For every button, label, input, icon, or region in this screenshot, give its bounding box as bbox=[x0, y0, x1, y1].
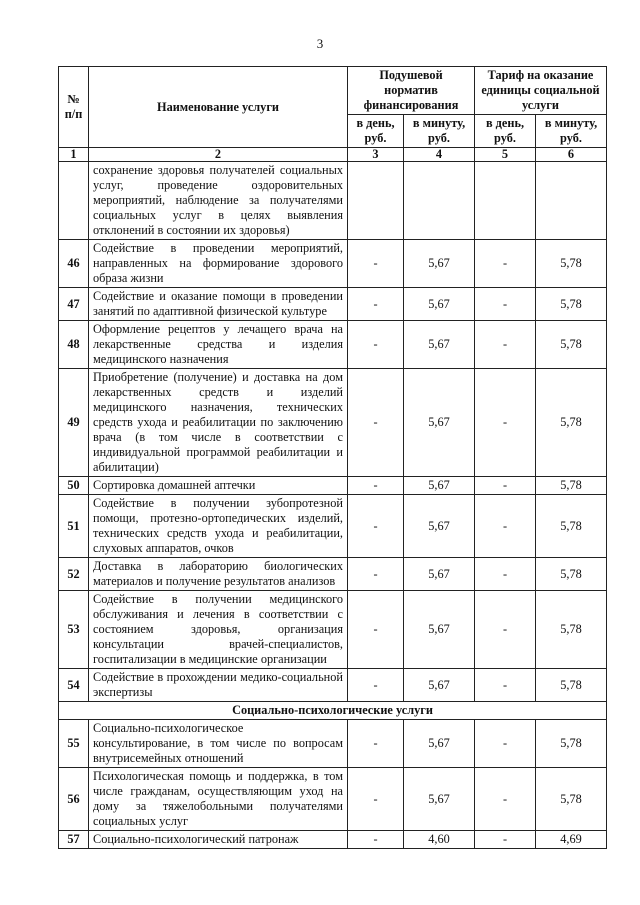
service-name: Сортировка домашней аптечки bbox=[89, 477, 348, 495]
tariff-per-minute: 5,78 bbox=[536, 321, 607, 369]
table-row bbox=[59, 558, 607, 591]
service-number: 52 bbox=[59, 558, 89, 591]
header-group-norm: Подушевой норматив финансирования bbox=[348, 67, 475, 115]
table-row bbox=[59, 831, 607, 849]
norm-per-day: - bbox=[348, 768, 404, 831]
table-body-a bbox=[59, 162, 607, 702]
tariff-per-minute: 5,78 bbox=[536, 768, 607, 831]
service-number: 54 bbox=[59, 669, 89, 702]
norm-per-minute: 5,67 bbox=[404, 720, 475, 768]
column-index: 6 bbox=[536, 148, 607, 162]
service-number: 49 bbox=[59, 369, 89, 477]
tariff-per-day: - bbox=[475, 591, 536, 669]
tariff-per-minute: 4,69 bbox=[536, 831, 607, 849]
service-number: 57 bbox=[59, 831, 89, 849]
service-name: Приобретение (получение) и доставка на дом лекарственных средств и изделий медицинского назначения, технических средств ухода и реабилитации по заключению врача (в том числе в соответствии с индивидуальной программой реабилитации и абилитации) bbox=[89, 369, 348, 477]
table-row bbox=[59, 768, 607, 831]
norm-per-minute: 5,67 bbox=[404, 558, 475, 591]
norm-per-minute: 5,67 bbox=[404, 369, 475, 477]
service-name: Социально-психологическое консультирование, в том числе по вопросам внутрисемейных отношений bbox=[89, 720, 348, 768]
norm-per-minute: 4,60 bbox=[404, 831, 475, 849]
table-row bbox=[59, 240, 607, 288]
service-number: 48 bbox=[59, 321, 89, 369]
column-index: 2 bbox=[89, 148, 348, 162]
tariff-per-minute: 5,78 bbox=[536, 240, 607, 288]
service-name: Социально-психологический патронаж bbox=[89, 831, 348, 849]
table-row bbox=[59, 669, 607, 702]
tariff-per-minute: 5,78 bbox=[536, 495, 607, 558]
section-title: Социально-психологические услуги bbox=[59, 702, 607, 720]
norm-per-minute: 5,67 bbox=[404, 321, 475, 369]
service-number: 47 bbox=[59, 288, 89, 321]
table-row bbox=[59, 369, 607, 477]
norm-per-day: - bbox=[348, 591, 404, 669]
service-number: 51 bbox=[59, 495, 89, 558]
header-norm-day: в день, руб. bbox=[348, 115, 404, 148]
norm-per-minute: 5,67 bbox=[404, 669, 475, 702]
service-number: 55 bbox=[59, 720, 89, 768]
norm-per-day: - bbox=[348, 669, 404, 702]
norm-per-day: - bbox=[348, 321, 404, 369]
service-name: Доставка в лабораторию биологических материалов и получение результатов анализов bbox=[89, 558, 348, 591]
column-index-row bbox=[59, 148, 607, 162]
service-number: 53 bbox=[59, 591, 89, 669]
service-name: Содействие в получении зубопротезной помощи, протезно-ортопедических изделий, технических средств ухода и реабилитации, слуховых аппаратов, очков bbox=[89, 495, 348, 558]
service-number: 46 bbox=[59, 240, 89, 288]
tariff-per-minute: 5,78 bbox=[536, 720, 607, 768]
table-row bbox=[59, 720, 607, 768]
services-table bbox=[58, 66, 607, 849]
tariff-per-minute: 5,78 bbox=[536, 477, 607, 495]
section-row bbox=[59, 702, 607, 720]
tariff-per-day: - bbox=[475, 495, 536, 558]
service-number: 56 bbox=[59, 768, 89, 831]
tariff-per-day: - bbox=[475, 720, 536, 768]
column-index: 3 bbox=[348, 148, 404, 162]
norm-per-minute: 5,67 bbox=[404, 495, 475, 558]
header-norm-min: в минуту, руб. bbox=[404, 115, 475, 148]
service-name: Содействие и оказание помощи в проведении занятий по адаптивной физической культуре bbox=[89, 288, 348, 321]
norm-per-minute: 5,67 bbox=[404, 240, 475, 288]
table-row bbox=[59, 477, 607, 495]
column-index: 5 bbox=[475, 148, 536, 162]
header-name: Наименование услуги bbox=[89, 67, 348, 148]
service-name: Оформление рецептов у лечащего врача на лекарственные средства и изделия медицинского назначения bbox=[89, 321, 348, 369]
norm-per-day: - bbox=[348, 558, 404, 591]
norm-per-day: - bbox=[348, 288, 404, 321]
page-number: 3 bbox=[316, 36, 324, 51]
table-row bbox=[59, 495, 607, 558]
service-name: Психологическая помощь и поддержка, в том числе гражданам, осуществляющим уход на дому за тяжелобольными получателями социальных услуг bbox=[89, 768, 348, 831]
tariff-per-day: - bbox=[475, 240, 536, 288]
norm-per-day: - bbox=[348, 477, 404, 495]
tariff-per-day: - bbox=[475, 558, 536, 591]
service-number: 50 bbox=[59, 477, 89, 495]
norm-per-minute: 5,67 bbox=[404, 768, 475, 831]
table-body-b bbox=[59, 720, 607, 849]
tariff-per-day: - bbox=[475, 831, 536, 849]
column-index: 1 bbox=[59, 148, 89, 162]
norm-per-minute: 5,67 bbox=[404, 591, 475, 669]
tariff-per-minute: 5,78 bbox=[536, 288, 607, 321]
header-group-tariff: Тариф на оказание единицы социальной услуги bbox=[475, 67, 607, 115]
tariff-per-day: - bbox=[475, 669, 536, 702]
header-num: № п/п bbox=[59, 67, 89, 148]
tariff-per-minute: 5,78 bbox=[536, 669, 607, 702]
table-row bbox=[59, 591, 607, 669]
tariff-per-minute: 5,78 bbox=[536, 591, 607, 669]
norm-per-day: - bbox=[348, 240, 404, 288]
table-row bbox=[59, 288, 607, 321]
continuation-row bbox=[59, 162, 607, 240]
table-row bbox=[59, 321, 607, 369]
header-tariff-day: в день, руб. bbox=[475, 115, 536, 148]
norm-per-day: - bbox=[348, 831, 404, 849]
service-name: Содействие в прохождении медико-социальной экспертизы bbox=[89, 669, 348, 702]
tariff-per-minute: 5,78 bbox=[536, 558, 607, 591]
service-name: Содействие в проведении мероприятий, направленных на формирование здорового образа жизни bbox=[89, 240, 348, 288]
tariff-per-day: - bbox=[475, 768, 536, 831]
tariff-per-day: - bbox=[475, 477, 536, 495]
column-index: 4 bbox=[404, 148, 475, 162]
norm-per-day: - bbox=[348, 369, 404, 477]
service-name: сохранение здоровья получателей социальных услуг, проведение оздоровительных мероприятий, наблюдение за получателями социальных услуг в целях выявления отклонений в состоянии их здоровья) bbox=[89, 162, 348, 240]
tariff-per-day: - bbox=[475, 369, 536, 477]
norm-per-day: - bbox=[348, 720, 404, 768]
section-body bbox=[59, 702, 607, 720]
norm-per-minute: 5,67 bbox=[404, 477, 475, 495]
tariff-per-minute: 5,78 bbox=[536, 369, 607, 477]
header-tariff-min: в минуту, руб. bbox=[536, 115, 607, 148]
tariff-per-day: - bbox=[475, 321, 536, 369]
tariff-per-day: - bbox=[475, 288, 536, 321]
norm-per-minute: 5,67 bbox=[404, 288, 475, 321]
service-name: Содействие в получении медицинского обслуживания и лечения в соответствии с состоянием здоровья, организация консультации врачей-специалистов, госпитализации в медицинские организации bbox=[89, 591, 348, 669]
norm-per-day: - bbox=[348, 495, 404, 558]
